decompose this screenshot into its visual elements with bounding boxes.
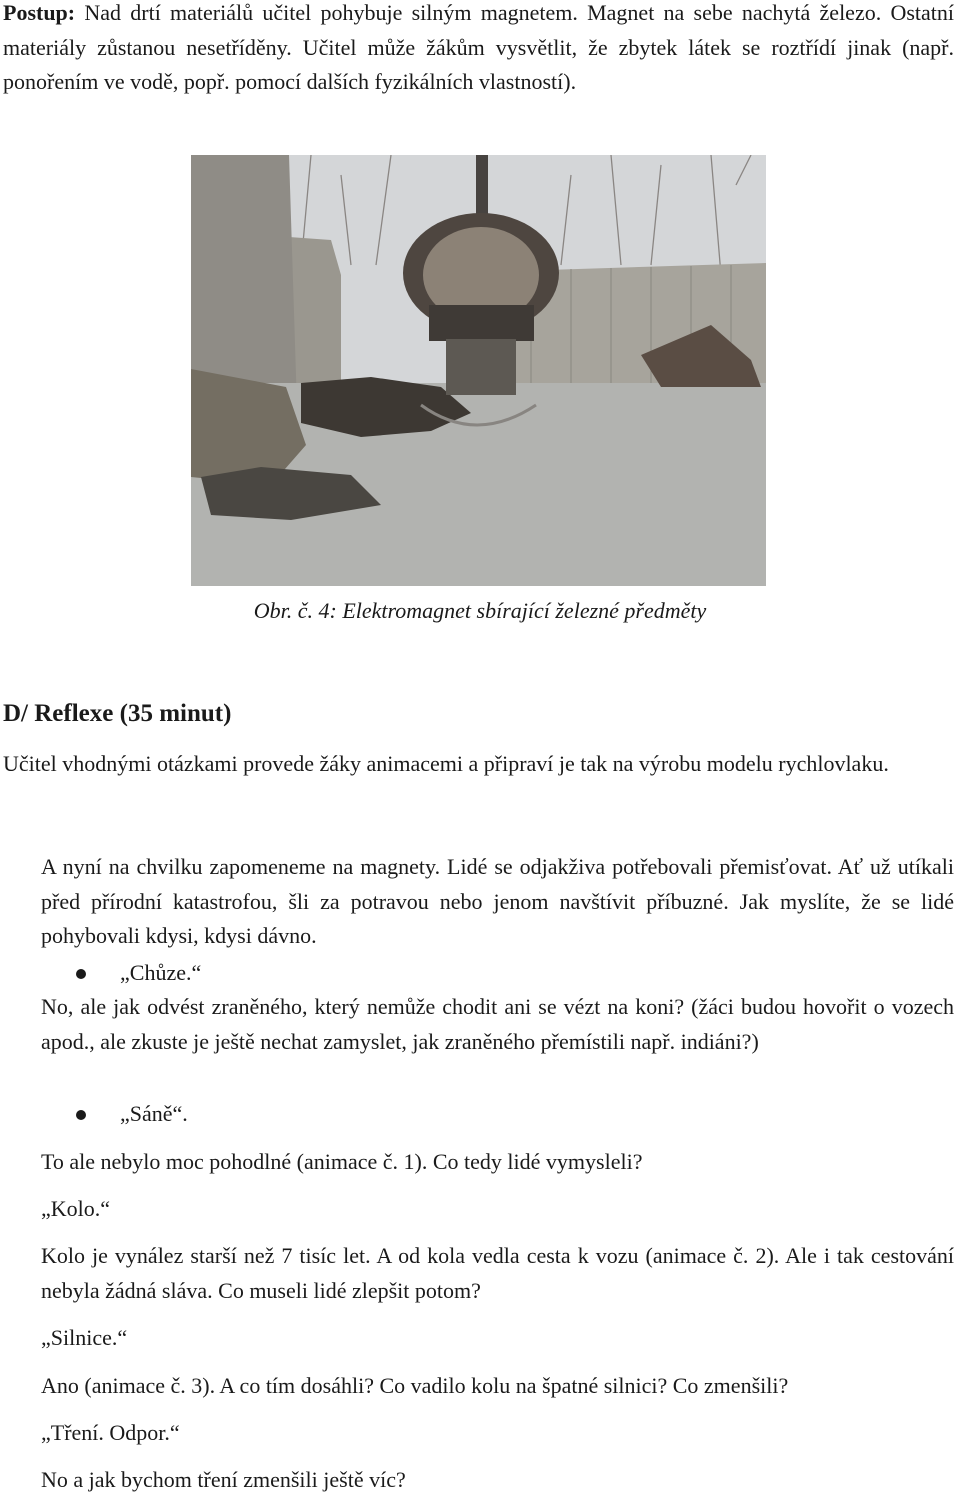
section-lead: Učitel vhodnými otázkami provede žáky animacemi a připraví je tak na výrobu modelu rychlovlaku. <box>3 751 889 776</box>
answer-kolo: „Kolo.“ <box>41 1196 111 1221</box>
figure-caption: Obr. č. 4: Elektromagnet sbírající železné předměty <box>253 598 707 623</box>
bullet-answer-sane: „Sáně“. <box>120 1101 188 1126</box>
dialogue-paragraph-6: No a jak bychom tření zmenšili ještě víc? <box>41 1467 406 1492</box>
intro-text: Nad drtí materiálů učitel pohybuje silným magnetem. Magnet na sebe nachytá železo. Ostatní materiály zůstanou nesetříděny. Učitel může žákům vysvětlit, že zbytek látek se roztřídí jinak (např. ponořením ve vodě, popř. pomocí dalších fyzikálních vlastností). <box>3 0 954 94</box>
intro-paragraph <box>3 0 954 100</box>
dialogue-paragraph-1: A nyní na chvilku zapomeneme na magnety. Lidé se odjakživa potřebovali přemisťovat. Ať už utíkali před přírodní katastrofou, šli za potravou nebo jenom navštívit příbuzné. Jak myslíte, že se lidé pohybovali kdysi, kdysi dávno. <box>41 854 954 948</box>
dialogue-paragraph-4: Kolo je vynález starší než 7 tisíc let. A od kola vedla cesta k vozu (animace č. 2). Ale i tak cestování nebyla žádná sláva. Co museli lidé zlepšit potom? <box>41 1243 954 1303</box>
bullet-icon <box>76 969 86 979</box>
scrapyard-electromagnet-photo <box>191 155 766 586</box>
dialogue-paragraph-3: To ale nebylo moc pohodlné (animace č. 1). Co tedy lidé vymysleli? <box>41 1149 643 1174</box>
bullet-answer-chuze: „Chůze.“ <box>120 960 202 985</box>
answer-treni: „Tření. Odpor.“ <box>41 1420 180 1445</box>
bullet-icon <box>76 1110 86 1120</box>
section-heading: D/ Reflexe (35 minut) <box>3 700 232 727</box>
dialogue-paragraph-2: No, ale jak odvést zraněného, který nemůže chodit ani se vézt na koni? (žáci budou hovořit o vozech apod., ale zkuste je ještě nechat zamyslet, jak zraněného přemístili např. indiáni?) <box>41 994 954 1054</box>
answer-silnice: „Silnice.“ <box>41 1325 128 1350</box>
dialogue-paragraph-5: Ano (animace č. 3). A co tím dosáhli? Co vadilo kolu na špatné silnici? Co zmenšili? <box>41 1373 789 1398</box>
intro-label: Postup: <box>3 0 76 25</box>
